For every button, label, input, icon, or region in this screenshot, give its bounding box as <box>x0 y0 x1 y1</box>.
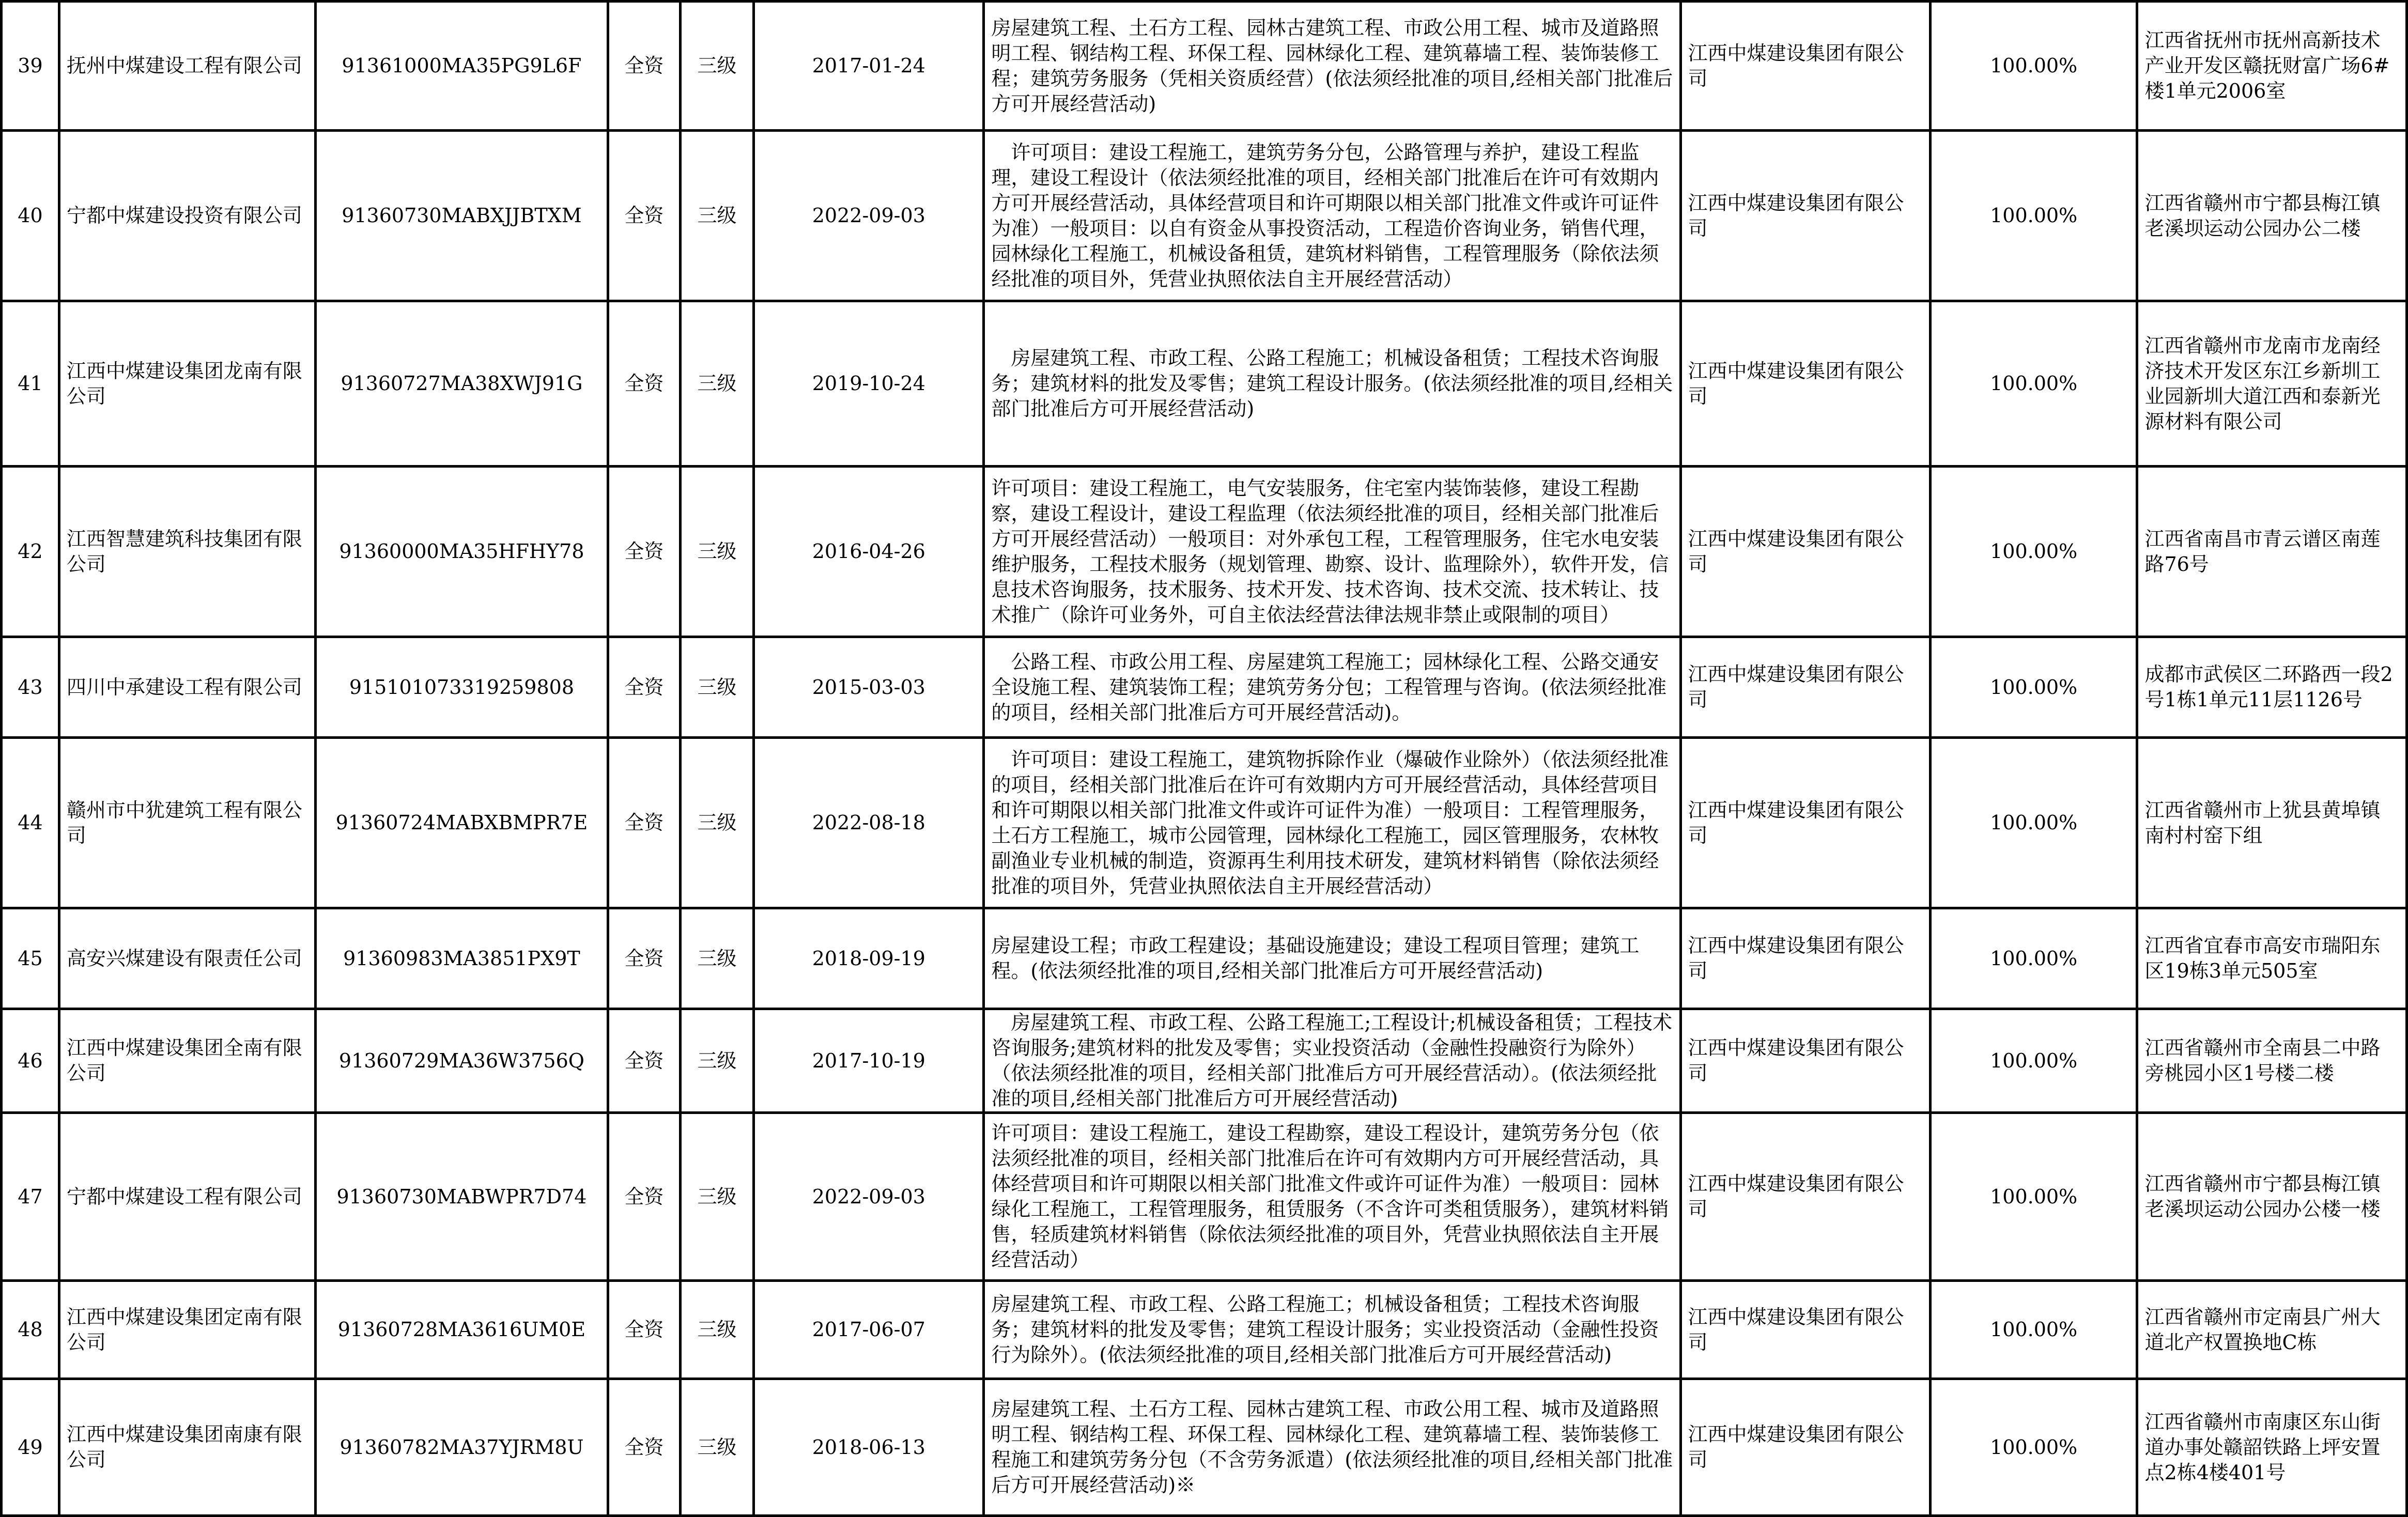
row-number-cell: 40 <box>2 131 59 301</box>
company-name-cell: 江西智慧建筑科技集团有限公司 <box>59 467 315 637</box>
table-row <box>2 1379 2407 1516</box>
company-level-cell: 三级 <box>680 637 753 738</box>
company-level-cell: 三级 <box>680 908 753 1009</box>
row-number-cell: 43 <box>2 637 59 738</box>
shareholder-cell: 江西中煤建设集团有限公司 <box>1680 301 1930 467</box>
business-scope-cell: 公路工程、市政公用工程、房屋建筑工程施工；园林绿化工程、公路交通安全设施工程、建筑装饰工程；建筑劳务分包；工程管理与咨询。(依法须经批准的项目，经相关部门批准后方可开展经营活动)。 <box>984 637 1680 738</box>
company-name-cell: 江西中煤建设集团定南有限公司 <box>59 1281 315 1379</box>
company-level-cell: 三级 <box>680 738 753 908</box>
ownership-type-cell: 全资 <box>608 467 680 637</box>
shareholder-cell: 江西中煤建设集团有限公司 <box>1680 1379 1930 1516</box>
table-row <box>2 2 2407 131</box>
business-scope-cell: 许可项目：建设工程施工，电气安装服务，住宅室内装饰装修，建设工程勘察，建设工程设计，建设工程监理（依法须经批准的项目，经相关部门批准后方可开展经营活动）一般项目：对外承包工程，工程管理服务，住宅水电安装维护服务，工程技术服务（规划管理、勘察、设计、监理除外），软件开发，信息技术咨询服务，技术服务、技术开发、技术咨询、技术交流、技术转让、技术推广（除许可业务外，可自主依法经营法律法规非禁止或限制的项目） <box>984 467 1680 637</box>
company-name-cell: 赣州市中犹建筑工程有限公司 <box>59 738 315 908</box>
table-row <box>2 131 2407 301</box>
credit-code-cell: 91360730MABXJJBTXM <box>315 131 608 301</box>
registered-address-cell: 江西省抚州市抚州高新技术产业开发区赣抚财富广场6#楼1单元2006室 <box>2137 2 2407 131</box>
ownership-type-cell: 全资 <box>608 1379 680 1516</box>
established-date-cell: 2022-09-03 <box>754 131 984 301</box>
established-date-cell: 2022-09-03 <box>754 1113 984 1281</box>
shareholder-cell: 江西中煤建设集团有限公司 <box>1680 131 1930 301</box>
table-row <box>2 1113 2407 1281</box>
business-scope-cell: 房屋建筑工程、市政工程、公路工程施工；机械设备租赁；工程技术咨询服务；建筑材料的批发及零售；建筑工程设计服务。(依法须经批准的项目,经相关部门批准后方可开展经营活动) <box>984 301 1680 467</box>
credit-code-cell: 91360983MA3851PX9T <box>315 908 608 1009</box>
company-level-cell: 三级 <box>680 1281 753 1379</box>
established-date-cell: 2015-03-03 <box>754 637 984 738</box>
table-row <box>2 301 2407 467</box>
shareholder-cell: 江西中煤建设集团有限公司 <box>1680 738 1930 908</box>
registered-address-cell: 江西省赣州市宁都县梅江镇老溪坝运动公园办公二楼 <box>2137 131 2407 301</box>
row-number-cell: 41 <box>2 301 59 467</box>
shareholder-cell: 江西中煤建设集团有限公司 <box>1680 2 1930 131</box>
established-date-cell: 2018-09-19 <box>754 908 984 1009</box>
share-ratio-cell: 100.00% <box>1930 467 2137 637</box>
share-ratio-cell: 100.00% <box>1930 1009 2137 1113</box>
share-ratio-cell: 100.00% <box>1930 301 2137 467</box>
ownership-type-cell: 全资 <box>608 1113 680 1281</box>
row-number-cell: 47 <box>2 1113 59 1281</box>
row-number-cell: 42 <box>2 467 59 637</box>
business-scope-cell: 许可项目：建设工程施工，建筑劳务分包，公路管理与养护，建设工程监理，建设工程设计（依法须经批准的项目，经相关部门批准后在许可有效期内方可开展经营活动，具体经营项目和许可期限以相关部门批准文件或许可证件为准）一般项目：以自有资金从事投资活动，工程造价咨询业务，销售代理，园林绿化工程施工，机械设备租赁，建筑材料销售，工程管理服务（除依法须经批准的项目外，凭营业执照依法自主开展经营活动） <box>984 131 1680 301</box>
business-scope-cell: 许可项目：建设工程施工，建设工程勘察，建设工程设计，建筑劳务分包（依法须经批准的项目，经相关部门批准后在许可有效期内方可开展经营活动，具体经营项目和许可期限以相关部门批准文件或许可证件为准）一般项目：园林绿化工程施工，工程管理服务，租赁服务（不含许可类租赁服务），建筑材料销售，轻质建筑材料销售（除依法须经批准的项目外，凭营业执照依法自主开展经营活动） <box>984 1113 1680 1281</box>
table-row <box>2 738 2407 908</box>
ownership-type-cell: 全资 <box>608 131 680 301</box>
shareholder-cell: 江西中煤建设集团有限公司 <box>1680 1113 1930 1281</box>
company-name-cell: 抚州中煤建设工程有限公司 <box>59 2 315 131</box>
company-name-cell: 宁都中煤建设工程有限公司 <box>59 1113 315 1281</box>
company-name-cell: 四川中承建设工程有限公司 <box>59 637 315 738</box>
shareholder-cell: 江西中煤建设集团有限公司 <box>1680 1009 1930 1113</box>
company-name-cell: 江西中煤建设集团全南有限公司 <box>59 1009 315 1113</box>
share-ratio-cell: 100.00% <box>1930 1379 2137 1516</box>
registered-address-cell: 江西省赣州市上犹县黄埠镇南村村窑下组 <box>2137 738 2407 908</box>
company-level-cell: 三级 <box>680 1113 753 1281</box>
established-date-cell: 2017-01-24 <box>754 2 984 131</box>
table-row <box>2 467 2407 637</box>
ownership-type-cell: 全资 <box>608 301 680 467</box>
registered-address-cell: 江西省宜春市高安市瑞阳东区19栋3单元505室 <box>2137 908 2407 1009</box>
credit-code-cell: 91360724MABXBMPR7E <box>315 738 608 908</box>
registered-address-cell: 江西省赣州市全南县二中路旁桃园小区1号楼二楼 <box>2137 1009 2407 1113</box>
ownership-type-cell: 全资 <box>608 1009 680 1113</box>
established-date-cell: 2019-10-24 <box>754 301 984 467</box>
credit-code-cell: 91360729MA36W3756Q <box>315 1009 608 1113</box>
business-scope-cell: 房屋建筑工程、土石方工程、园林古建筑工程、市政公用工程、城市及道路照明工程、钢结构工程、环保工程、园林绿化工程、建筑幕墙工程、装饰装修工程施工和建筑劳务分包（不含劳务派遣）(依法须经批准的项目,经相关部门批准后方可开展经营活动)※ <box>984 1379 1680 1516</box>
ownership-type-cell: 全资 <box>608 1281 680 1379</box>
ownership-type-cell: 全资 <box>608 637 680 738</box>
share-ratio-cell: 100.00% <box>1930 131 2137 301</box>
shareholder-cell: 江西中煤建设集团有限公司 <box>1680 467 1930 637</box>
ownership-type-cell: 全资 <box>608 2 680 131</box>
company-level-cell: 三级 <box>680 467 753 637</box>
company-level-cell: 三级 <box>680 131 753 301</box>
company-name-cell: 高安兴煤建设有限责任公司 <box>59 908 315 1009</box>
row-number-cell: 45 <box>2 908 59 1009</box>
business-scope-cell: 许可项目：建设工程施工，建筑物拆除作业（爆破作业除外）（依法须经批准的项目，经相关部门批准后在许可有效期内方可开展经营活动，具体经营项目和许可期限以相关部门批准文件或许可证件为准）一般项目：工程管理服务，土石方工程施工，城市公园管理，园林绿化工程施工，园区管理服务，农林牧副渔业专业机械的制造，资源再生利用技术研发，建筑材料销售（除依法须经批准的项目外，凭营业执照依法自主开展经营活动） <box>984 738 1680 908</box>
company-name-cell: 宁都中煤建设投资有限公司 <box>59 131 315 301</box>
company-level-cell: 三级 <box>680 301 753 467</box>
credit-code-cell: 915101073319259808 <box>315 637 608 738</box>
table-row <box>2 908 2407 1009</box>
company-name-cell: 江西中煤建设集团龙南有限公司 <box>59 301 315 467</box>
table-row <box>2 637 2407 738</box>
established-date-cell: 2022-08-18 <box>754 738 984 908</box>
registered-address-cell: 江西省南昌市青云谱区南莲路76号 <box>2137 467 2407 637</box>
credit-code-cell: 91360000MA35HFHY78 <box>315 467 608 637</box>
credit-code-cell: 91361000MA35PG9L6F <box>315 2 608 131</box>
company-name-cell: 江西中煤建设集团南康有限公司 <box>59 1379 315 1516</box>
share-ratio-cell: 100.00% <box>1930 908 2137 1009</box>
credit-code-cell: 91360730MABWPR7D74 <box>315 1113 608 1281</box>
share-ratio-cell: 100.00% <box>1930 1113 2137 1281</box>
row-number-cell: 49 <box>2 1379 59 1516</box>
shareholder-cell: 江西中煤建设集团有限公司 <box>1680 637 1930 738</box>
table-row <box>2 1281 2407 1379</box>
registered-address-cell: 江西省赣州市宁都县梅江镇老溪坝运动公园办公楼一楼 <box>2137 1113 2407 1281</box>
registered-address-cell: 江西省赣州市南康区东山街道办事处赣韶铁路上坪安置点2栋4楼401号 <box>2137 1379 2407 1516</box>
established-date-cell: 2017-06-07 <box>754 1281 984 1379</box>
row-number-cell: 39 <box>2 2 59 131</box>
row-number-cell: 44 <box>2 738 59 908</box>
credit-code-cell: 91360782MA37YJRM8U <box>315 1379 608 1516</box>
business-scope-cell: 房屋建筑工程、市政工程、公路工程施工；机械设备租赁；工程技术咨询服务；建筑材料的批发及零售；建筑工程设计服务；实业投资活动（金融性投资行为除外）。(依法须经批准的项目,经相关部门批准后方可开展经营活动) <box>984 1281 1680 1379</box>
ownership-type-cell: 全资 <box>608 738 680 908</box>
registered-address-cell: 江西省赣州市定南县广州大道北产权置换地C栋 <box>2137 1281 2407 1379</box>
share-ratio-cell: 100.00% <box>1930 2 2137 131</box>
business-scope-cell: 房屋建筑工程、土石方工程、园林古建筑工程、市政公用工程、城市及道路照明工程、钢结构工程、环保工程、园林绿化工程、建筑幕墙工程、装饰装修工程；建筑劳务服务（凭相关资质经营）(依法须经批准的项目,经相关部门批准后方可开展经营活动) <box>984 2 1680 131</box>
established-date-cell: 2017-10-19 <box>754 1009 984 1113</box>
row-number-cell: 46 <box>2 1009 59 1113</box>
shareholder-cell: 江西中煤建设集团有限公司 <box>1680 1281 1930 1379</box>
share-ratio-cell: 100.00% <box>1930 738 2137 908</box>
credit-code-cell: 91360727MA38XWJ91G <box>315 301 608 467</box>
business-scope-cell: 房屋建设工程；市政工程建设；基础设施建设；建设工程项目管理；建筑工程。(依法须经批准的项目,经相关部门批准后方可开展经营活动) <box>984 908 1680 1009</box>
registered-address-cell: 成都市武侯区二环路西一段2号1栋1单元11层1126号 <box>2137 637 2407 738</box>
shareholder-cell: 江西中煤建设集团有限公司 <box>1680 908 1930 1009</box>
established-date-cell: 2016-04-26 <box>754 467 984 637</box>
established-date-cell: 2018-06-13 <box>754 1379 984 1516</box>
company-level-cell: 三级 <box>680 1379 753 1516</box>
company-level-cell: 三级 <box>680 1009 753 1113</box>
registered-address-cell: 江西省赣州市龙南市龙南经济技术开发区东江乡新圳工业园新圳大道江西和泰新光源材料有限公司 <box>2137 301 2407 467</box>
share-ratio-cell: 100.00% <box>1930 637 2137 738</box>
table-row <box>2 1009 2407 1113</box>
business-scope-cell: 房屋建筑工程、市政工程、公路工程施工;工程设计;机械设备租赁；工程技术咨询服务;建筑材料的批发及零售；实业投资活动（金融性投融资行为除外）（依法须经批准的项目，经相关部门批准后方可开展经营活动）。(依法须经批准的项目,经相关部门批准后方可开展经营活动) <box>984 1009 1680 1113</box>
table-body <box>2 2 2407 1516</box>
share-ratio-cell: 100.00% <box>1930 1281 2137 1379</box>
company-level-cell: 三级 <box>680 2 753 131</box>
row-number-cell: 48 <box>2 1281 59 1379</box>
credit-code-cell: 91360728MA3616UM0E <box>315 1281 608 1379</box>
ownership-type-cell: 全资 <box>608 908 680 1009</box>
